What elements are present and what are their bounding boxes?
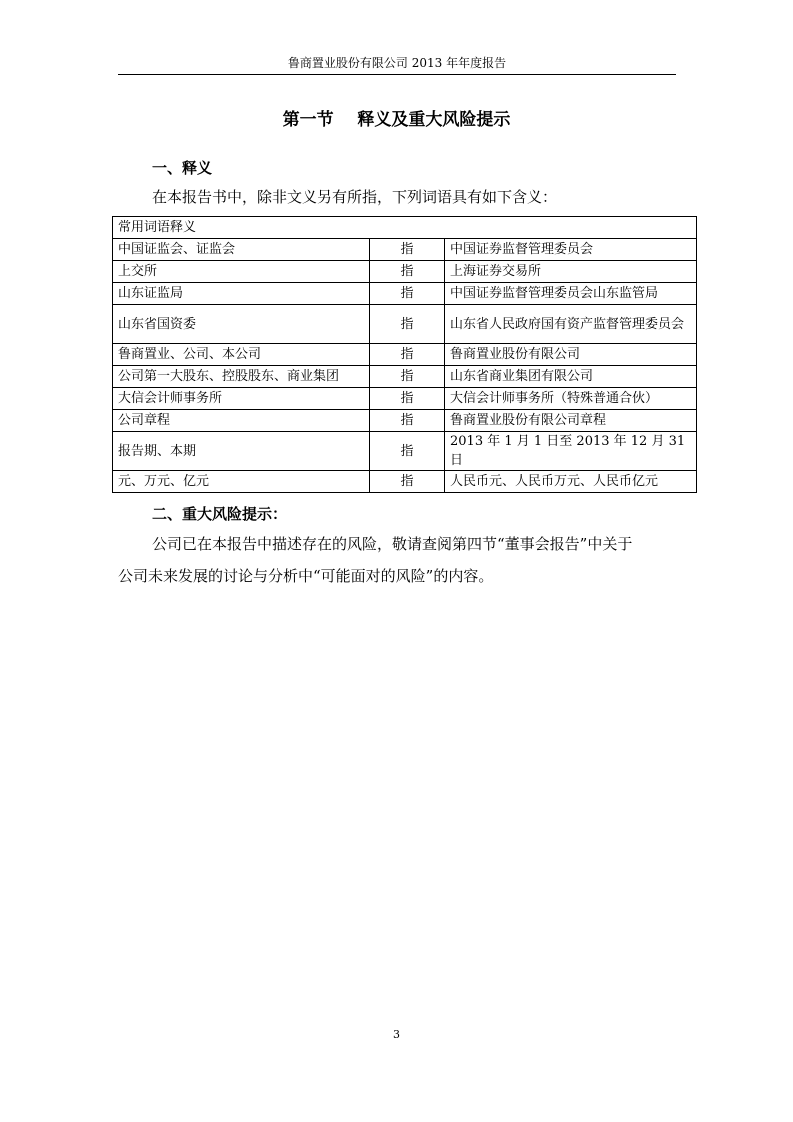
table-header-row bbox=[113, 217, 697, 239]
sep-cell: 指 bbox=[370, 366, 445, 388]
risk-paragraph-line-2: 公司未来发展的讨论与分析中“可能面对的风险”的内容。 bbox=[118, 567, 494, 585]
term-cell: 山东证监局 bbox=[113, 283, 370, 305]
meaning-cell: 山东省人民政府国有资产监督管理委员会 bbox=[445, 305, 697, 344]
meaning-cell: 上海证券交易所 bbox=[445, 261, 697, 283]
table-row bbox=[113, 261, 697, 283]
table-row bbox=[113, 410, 697, 432]
term-cell: 报告期、本期 bbox=[113, 432, 370, 471]
meaning-cell: 鲁商置业股份有限公司 bbox=[445, 344, 697, 366]
sep-cell: 指 bbox=[370, 471, 445, 493]
meaning-cell: 中国证券监督管理委员会山东监管局 bbox=[445, 283, 697, 305]
heading-definitions: 一、释义 bbox=[152, 159, 213, 177]
meaning-cell: 2013 年 1 月 1 日至 2013 年 12 月 31 日 bbox=[445, 432, 697, 471]
meaning-cell: 中国证券监督管理委员会 bbox=[445, 239, 697, 261]
table-row bbox=[113, 366, 697, 388]
term-cell: 鲁商置业、公司、本公司 bbox=[113, 344, 370, 366]
sep-cell: 指 bbox=[370, 261, 445, 283]
risk-paragraph-line-1: 公司已在本报告中描述存在的风险，敬请查阅第四节“董事会报告”中关于 bbox=[152, 535, 633, 553]
term-cell: 山东省国资委 bbox=[113, 305, 370, 344]
table-row bbox=[113, 305, 697, 344]
sep-cell: 指 bbox=[370, 305, 445, 344]
table-row bbox=[113, 432, 697, 471]
term-cell: 中国证监会、证监会 bbox=[113, 239, 370, 261]
meaning-cell: 山东省商业集团有限公司 bbox=[445, 366, 697, 388]
term-cell: 公司第一大股东、控股股东、商业集团 bbox=[113, 366, 370, 388]
table-row bbox=[113, 283, 697, 305]
heading-major-risks: 二、重大风险提示： bbox=[152, 505, 288, 523]
term-cell: 大信会计师事务所 bbox=[113, 388, 370, 410]
meaning-cell: 大信会计师事务所（特殊普通合伙） bbox=[445, 388, 697, 410]
table-header-cell: 常用词语释义 bbox=[113, 217, 697, 239]
term-cell: 公司章程 bbox=[113, 410, 370, 432]
section-title: 第一节 释义及重大风险提示 bbox=[282, 110, 511, 130]
table-row bbox=[113, 239, 697, 261]
term-cell: 元、万元、亿元 bbox=[113, 471, 370, 493]
sep-cell: 指 bbox=[370, 283, 445, 305]
meaning-cell: 人民币元、人民币万元、人民币亿元 bbox=[445, 471, 697, 493]
table-row bbox=[113, 471, 697, 493]
term-cell: 上交所 bbox=[113, 261, 370, 283]
sep-cell: 指 bbox=[370, 388, 445, 410]
definitions-intro: 在本报告书中，除非文义另有所指，下列词语具有如下含义： bbox=[152, 188, 558, 206]
page-header: 鲁商置业股份有限公司 2013 年年度报告 bbox=[118, 54, 676, 75]
sep-cell: 指 bbox=[370, 410, 445, 432]
page-number: 3 bbox=[393, 1028, 400, 1041]
sep-cell: 指 bbox=[370, 432, 445, 471]
table-row bbox=[113, 388, 697, 410]
meaning-cell: 鲁商置业股份有限公司章程 bbox=[445, 410, 697, 432]
definitions-table bbox=[112, 216, 697, 493]
sep-cell: 指 bbox=[370, 344, 445, 366]
sep-cell: 指 bbox=[370, 239, 445, 261]
table-row bbox=[113, 344, 697, 366]
